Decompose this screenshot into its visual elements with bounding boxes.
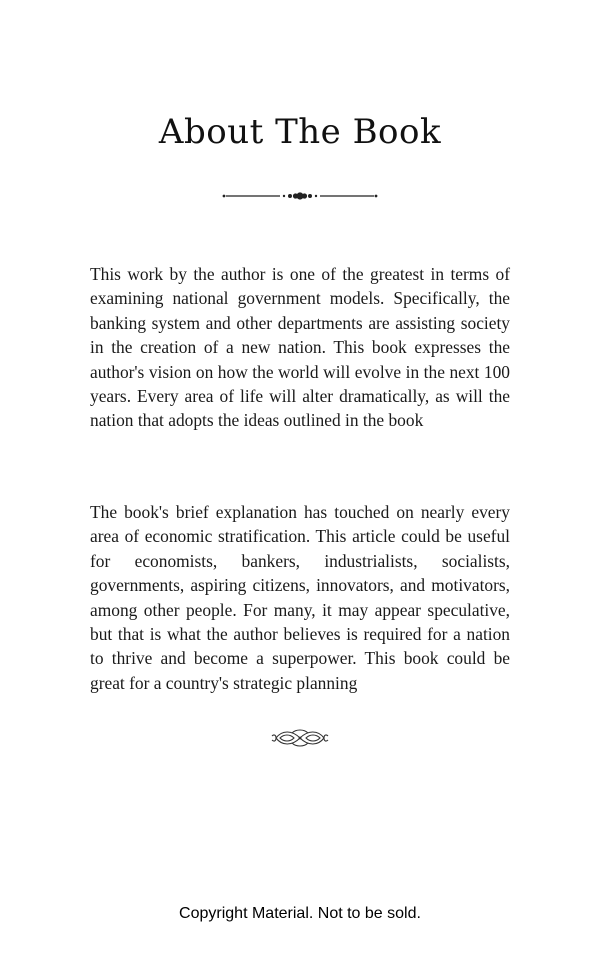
flourish-scroll-icon [270,724,330,752]
dotted-line-divider-icon [220,186,380,206]
copyright-footer: Copyright Material. Not to be sold. [179,905,421,922]
page-title: About The Book [158,112,442,152]
paragraph-1: This work by the author is one of the greatest in terms of examining national government models. Specifically, the banking system and other departments are assisting society in the creation of a new nation. This book expresses the author's vision on how the world will evolve in the next 100 years. Every area of life will alter dramatically, as will the nation that adopts the ideas outlined in the book [90,264,510,431]
paragraph-2: The book's brief explanation has touched on nearly every area of economic stratification. This article could be useful for economists, bankers, industrialists, socialists, governments, aspiring citizens, innovators, and motivators, among other people. For many, it may appear speculative, but that is what the author believes is required for a nation to thrive and become a superpower. This book could be great for a country's strategic planning [90,502,510,693]
